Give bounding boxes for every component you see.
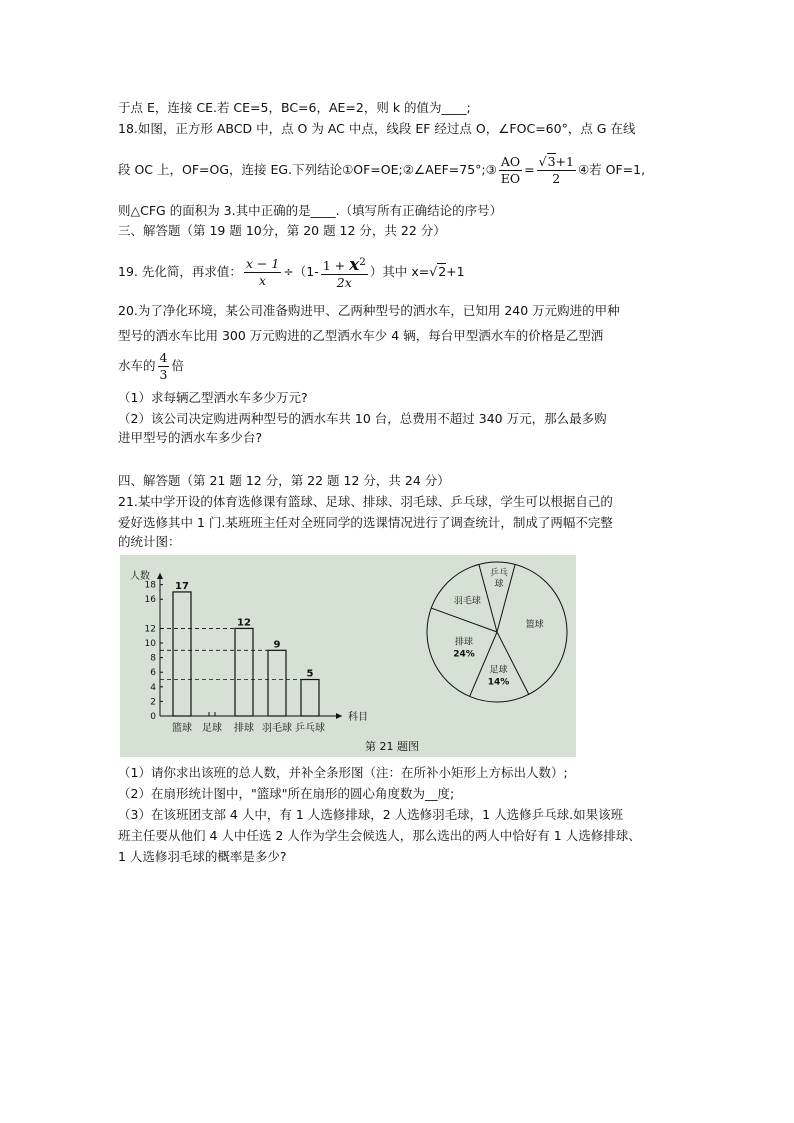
q20-frac-num: 4 <box>159 350 168 365</box>
q21-line1: 21.某中学开设的体育选修课有篮球、足球、排球、羽毛球、乒乓球，学生可以根据自己的 <box>118 494 613 509</box>
q19-div: ÷（1- <box>283 264 319 279</box>
q18-fraction-ao-eo <box>499 154 522 187</box>
q20-line2: 型号的洒水车比用 300 万元购进的乙型洒水车少 4 辆，每台甲型洒水车的价格是乙型洒 <box>118 328 604 343</box>
q19-fraction-2 <box>321 254 368 291</box>
q19-f1-den: x <box>259 273 267 288</box>
q20-fraction <box>158 350 170 383</box>
q18-frac2-num: √3+1 <box>538 154 574 169</box>
q18-fraction-sqrt3 <box>537 154 576 187</box>
q21-sub3b: 班主任要从他们 4 人中任选 2 人作为学生会候选人，那么选出的两人中恰好有 1 人选修排球、 <box>118 828 641 843</box>
q19-suffix-a: ）其中 x= <box>369 264 430 279</box>
bar-value-label: 5 <box>306 668 314 680</box>
category-label: 排球 <box>234 723 254 734</box>
q20-line3-a: 水车的 <box>118 358 156 373</box>
q21-line3: 的统计图： <box>118 534 181 549</box>
q19-f1-num: x − 1 <box>245 256 280 271</box>
pie-slice-label: 乒乓 <box>489 568 509 579</box>
pie-slice-label: 足球 <box>489 665 508 676</box>
q21-sub2: （2）在扇形统计图中，"篮球"所在扇形的圆心角度数为__度; <box>118 786 455 801</box>
pie-slice-percent: 24% <box>453 649 475 660</box>
q18-frac-num: AO <box>500 154 521 169</box>
q19-line: 19. 先化简，再求值： $\frac{x - 1}{x}$ ÷（1- $\frac{1 + x^2}{2x}$ ）其中 x=√2+1 <box>118 255 465 291</box>
pie-slice-label: 羽毛球 <box>453 596 481 607</box>
pie-slice-label: 篮球 <box>525 619 544 630</box>
y-tick-label: 10 <box>144 639 156 650</box>
y-tick-label: 6 <box>150 668 156 679</box>
q18-num-rest: +1 <box>555 154 574 169</box>
q21-sub1: （1）请你求出该班的总人数，并补全条形图（注：在所补小矩形上方标出人数）; <box>118 765 568 780</box>
y-origin-label: 0 <box>150 712 156 722</box>
q18-text-a: 段 OC 上，OF=OG，连接 EG.下列结论①OF=OE;②∠AEF=75°;③ <box>118 162 497 177</box>
q20-sub2: （2）该公司决定购进两种型号的洒水车共 10 台，总费用不超过 340 万元，那么最多购 <box>118 411 607 426</box>
bar-value-label: 9 <box>273 639 281 651</box>
q20-frac-den: 3 <box>159 367 168 382</box>
q19-f2-num <box>321 254 368 275</box>
q19-f2-sup: 2 <box>359 255 366 268</box>
q18-line3: 则△CFG 的面积为 3.其中正确的是____.（填写所有正确结论的序号） <box>118 203 503 218</box>
q19-f2-x: x <box>349 255 360 276</box>
q18-line1: 18.如图，正方形 ABCD 中，点 O 为 AC 中点，线段 EF 经过点 O，∠FOC=60°，点 G 在线 <box>118 121 636 136</box>
q17-line: 于点 E，连接 CE.若 CE=5，BC=6，AE=2，则 k 的值为____; <box>118 100 471 115</box>
bar-chart <box>130 569 368 734</box>
q18-line2 <box>118 152 645 188</box>
figure-caption: 第 21 题图 <box>365 740 419 753</box>
q21-line2: 爱好选修其中 1 门.某班班主任对全班同学的选课情况进行了调查统计，制成了两幅不完整 <box>118 515 613 530</box>
q18-equals: = <box>524 162 535 177</box>
x-axis-arrow <box>336 713 342 719</box>
bar <box>173 592 191 716</box>
category-label: 篮球 <box>172 723 192 734</box>
figure-21 <box>120 555 576 757</box>
y-tick-label: 2 <box>150 697 156 708</box>
q20-line3 <box>118 346 184 386</box>
bar <box>301 680 319 716</box>
q19-fraction-1 <box>244 256 281 289</box>
y-tick-label: 12 <box>144 624 156 635</box>
q21-sub3a: （3）在该班团支部 4 人中，有 1 人选修排球，2 人选修羽毛球，1 人选修乒乓球.如果该班 <box>118 807 624 822</box>
q19-f2-den: 2x <box>336 275 352 291</box>
y-axis-arrow <box>157 573 163 579</box>
pie-slice-label: 球 <box>494 579 504 590</box>
q18-frac-den: EO <box>500 171 521 186</box>
q20-sub1: （1）求每辆乙型洒水车多少万元? <box>118 390 308 405</box>
x-axis-label: 科目 <box>348 712 368 723</box>
y-tick-label: 8 <box>150 653 156 664</box>
section4-title: 四、解答题（第 21 题 12 分，第 22 题 12 分，共 24 分） <box>118 473 450 488</box>
y-axis-label: 人数 <box>130 571 150 582</box>
q20-line1: 20.为了净化环境，某公司准备购进甲、乙两种型号的洒水车，已知用 240 万元购进的甲种 <box>118 303 620 318</box>
y-tick-label: 16 <box>144 595 156 606</box>
bar <box>268 650 286 716</box>
q20-sub2b: 进甲型号的洒水车多少台? <box>118 430 263 445</box>
q21-sub3c: 1 人选修羽毛球的概率是多少? <box>118 849 287 864</box>
pie-chart <box>427 562 567 702</box>
q18-radicand: 3 <box>547 154 556 169</box>
section3-title: 三、解答题（第 19 题 10分，第 20 题 12 分，共 22 分） <box>118 223 446 238</box>
q19-suffix-b: +1 <box>446 264 465 279</box>
bar-value-label: 17 <box>175 580 189 592</box>
y-tick-label: 4 <box>150 682 156 693</box>
q19-f2-num-a: 1 + <box>322 258 350 274</box>
pie-slice-boundary <box>431 608 497 632</box>
category-label: 羽毛球 <box>262 723 292 734</box>
q18-frac2-den: 2 <box>552 171 561 186</box>
figure-21-svg <box>120 555 576 757</box>
bar-value-label: 12 <box>237 617 251 629</box>
pie-slice-label: 排球 <box>455 637 474 648</box>
q18-text-b: ④若 OF=1, <box>577 162 646 177</box>
q20-line3-b: 倍 <box>171 358 184 373</box>
pie-slice-percent: 14% <box>487 677 510 688</box>
q19-radicand: 2 <box>438 264 447 279</box>
category-label: 乒乓球 <box>295 723 325 734</box>
bar <box>235 628 253 716</box>
category-label: 足球 <box>202 723 222 734</box>
y-tick-label: 18 <box>144 580 156 591</box>
q19-prefix: 19. 先化简，再求值： <box>118 264 242 279</box>
